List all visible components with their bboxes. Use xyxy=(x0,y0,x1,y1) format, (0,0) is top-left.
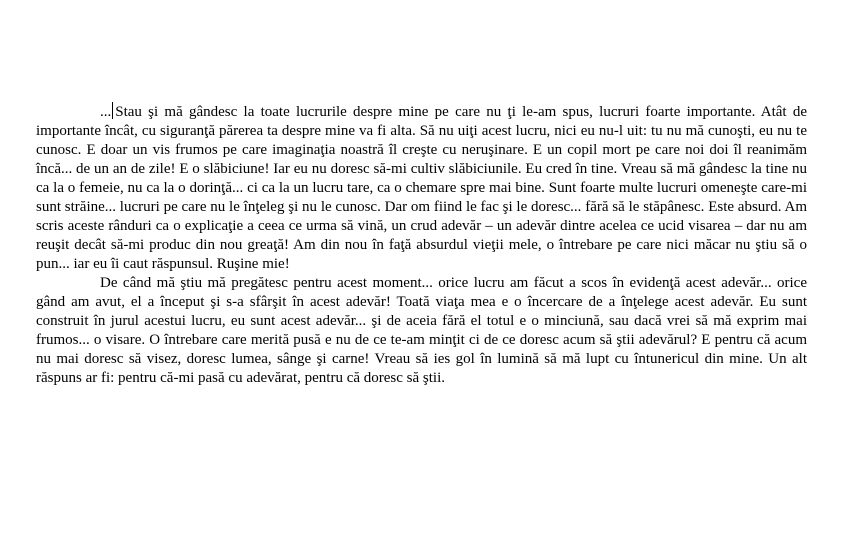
document-body[interactable] xyxy=(36,102,807,388)
paragraph-2-text: De când mă ştiu mă pregătesc pentru acest moment... orice lucru am făcut a scos în evidenţă acest adevăr... orice gând am avut, el a început şi s-a sfârşit în acest adevăr! Toată viaţa mea e o încercare de a înţelege acest adevăr. Eu sunt construit în jurul acestui lucru, eu sunt acest adevăr... şi de aceia fără el totul e o minciună, sau dacă vrei să mă exprim mai frumos... o visare. O întrebare care merită pusă e nu de ce te-am minţit ci de ce doresc acum să ştii adevărul? E pentru că acum nu mai doresc să visez, doresc lumea, sânge şi carne! Vreau să ies gol în lumină să mă lupt cu întunericul din mine. Un alt răspuns ar fi: pentru că-mi pasă cu adevărat, pentru că doresc să ştii. xyxy=(36,275,807,386)
text-cursor xyxy=(112,102,113,119)
paragraph-2 xyxy=(36,274,807,388)
paragraph-1 xyxy=(36,102,807,274)
paragraph-1-text: Stau şi mă gândesc la toate lucrurile despre mine pe care nu ţi le-am spus, lucruri foarte importante. Atât de importante încât, cu siguranţă părerea ta despre mine va fi alta. Să nu uiţi acest lucru, nici eu nu-l uit: tu nu mă cunoşti, eu nu te cunosc. E doar un vis frumos pe care imaginaţia noastră îl creşte cu neruşinare. E un copil mort pe care noi doi îl reanimăm încă... de un an de zile! E o slăbiciune! Iar eu nu doresc să-mi cultiv slăbiciunile. Eu cred în tine. Vreau să mă gândesc la tine nu ca la o femeie, nu ca la o dorinţă... ci ca la un lucru tare, ca o chemare spre mai bine. Sunt foarte multe lucruri omeneşte care-mi sunt străine... lucruri pe care nu le înţeleg şi nu le cunosc. Dar om fiind le fac şi le doresc... fără să le stăpânesc. Este absurd. Am scris aceste rânduri ca o explicaţie a ceea ce urma să vină, un crud adevăr – un adevăr dintre acelea ce ucid visarea – dar nu am reuşit decât să-mi produc din nou greaţă! Am din nou în faţă absurdul vieţii mele, o întrebare pe care nici măcar nu ştiu să o pun... iar eu îi caut răspunsul. Ruşine mie! xyxy=(36,104,807,272)
paragraph-1-lead: ... xyxy=(100,104,112,120)
